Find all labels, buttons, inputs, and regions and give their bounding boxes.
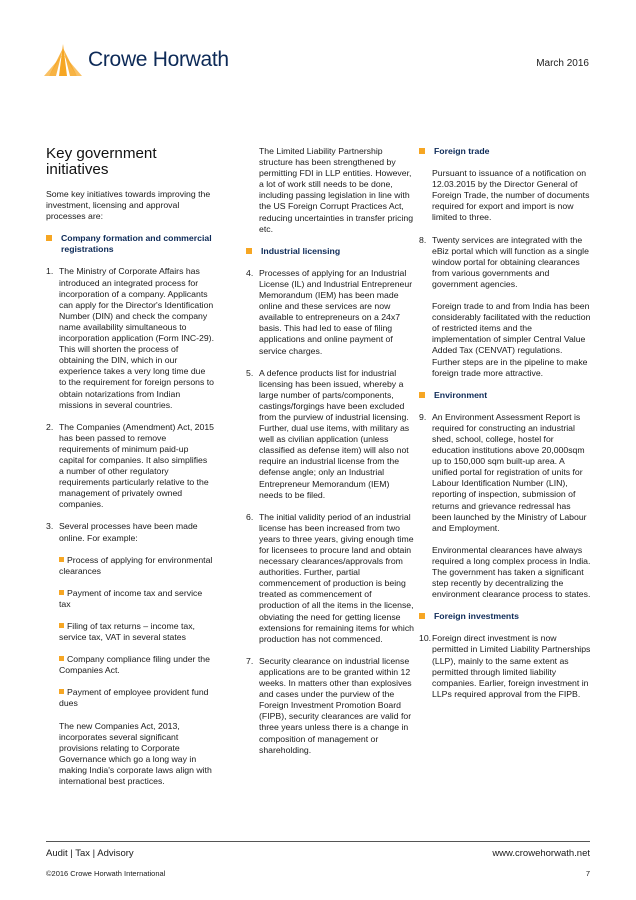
bullet-square-icon [59,689,64,694]
list-item-7: 7. Security clearance on industrial license applications are to be granted within 12 weeks. In matters other than explosives and cases under the purview of the Foreign Investment Promotion Board (FIPB), security clearances are valid for three years unless there is a change in composition of management or shareholding. [246,655,412,755]
footer-copyright: ©2016 Crowe Horwath International [46,869,166,878]
crowe-horwath-fan-logo-icon [44,42,82,78]
publication-date: March 2016 [536,58,589,69]
list-item-1: 1. The Ministry of Corporate Affairs has introduced an integrated process for incorporation of a company. Applicants can apply for the Director's Identification Number (DIN) and check the company name availability simultaneous to incorporation application (Form INC-29). This will shorten the process of obtaining the DIN, which in our experience takes a very long time due to the requirement for foreign persons to obtain notarizations from Indian missions in several countries. [46,266,215,410]
list-item-10: 10. Foreign direct investment is now permitted in Limited Liability Partnerships (LLP), mainly to the same extent as permitted through limited liability companies. Earlier, foreign investment in LLPs required approval from the FIPB. [419,633,591,699]
section-heading-environment: Environment [419,390,591,401]
environment-text: Environmental clearances have always required a long complex process in India. The government has taken a significant step recently by decentralizing the environment clearance process to states. [432,544,591,600]
intro-text: Some key initiatives towards improving the investment, licensing and approval processes are: [46,189,211,222]
list-item-8: 8. Twenty services are integrated with the eBiz portal which will function as a single window portal for obtaining clearances from various governments and government agencies. [419,234,589,289]
sub-item-income-tax: Payment of income tax and service tax [59,587,203,609]
bullet-square-icon [59,557,64,562]
foreign-trade-text: Pursuant to issuance of a notification on 12.03.2015 by the Director General of Foreign Trade, the number of documents required for export and import is now limited to three. [432,168,590,223]
logo-text: Crowe Horwath [88,48,229,71]
list-item-2: 2. The Companies (Amendment) Act, 2015 has been passed to remove requirements of minimum paid-up capital for companies. It also simplifies a number of other regulatory requirements particularly relative to the management of privately owned companies. [46,421,215,510]
foreign-trade-facilitation-text: Foreign trade to and from India has been considerably facilitated with the reduction of restricted items and the implementation of simpler Central Value Added Tax (CENVAT) regulations. Further steps are in the pipeline to make foreign trade more attractive. [432,301,591,378]
bullet-square-icon [59,590,64,595]
company-logo [44,42,229,78]
closing-text: The new Companies Act, 2013, incorporates several significant provisions relating to Corporate Governance which go a long way in making India's corporate laws align with international best practices. [59,720,212,787]
footer-divider [46,841,590,842]
sub-item-tax-returns: Filing of tax returns – income tax, service tax, VAT in several states [59,621,195,643]
section-heading-company-formation: Company formation and commercial registrations [46,233,214,255]
bullet-square-icon [59,656,64,661]
footer-website-link[interactable]: www.crowehorwath.net [492,848,590,859]
list-item-4: 4. Processes of applying for an Industrial License (IL) and Industrial Entrepreneur Memorandum (IEM) has been made online and these services are now available to entrepreneurs on a 24x7 basis. This had led to ease of filing applications and online payment of service charges. [246,267,413,356]
section-heading-foreign-investments: Foreign investments [419,611,591,622]
list-item-6: 6. The initial validity period of an industrial license has been increased from two years to three years, giving enough time for licensees to procure land and obtain necessary clearances/approvals from authorities. Further, partial commencement of production is being treated as commencement of production of all the items in the license, obviating the need for getting license extensions for remaining items for which production has not commenced. [246,511,414,644]
page-title: Key government initiatives [46,145,157,178]
page-number: 7 [585,869,590,878]
column-3 [419,146,591,711]
footer-services: Audit | Tax | Advisory [46,848,134,859]
list-item-3: 3. Several processes have been made online. For example: [46,521,198,543]
list-item-5: 5. A defence products list for industrial licensing has been issued, whereby a large number of parts/components, castings/forgings have been excluded from the purview of industrial licensing. Further, dual use items, with military as well as civilian application (unless classified as defense item) will also not require an industrial license from the defense angle; only an Industrial Entrepreneur Memorandum (IEM) needs to be filed. [246,367,410,500]
bullet-square-icon [59,623,64,628]
sub-item-environmental-clearances: Process of applying for environmental clearances [59,554,213,576]
column-2 [246,146,414,767]
column-1 [46,146,214,798]
section-heading-foreign-trade: Foreign trade [419,146,591,157]
llp-text: The Limited Liability Partnership structure has been strengthened by permitting FDI in LLP entities. However, a lot of work still needs to be done, including passing legislation in line with the US Foreign Corrupt Practices Act, reducing uncertainties in transfer pricing etc. [259,146,414,234]
sub-item-company-compliance: Company compliance filing under the Companies Act. [59,654,210,676]
sub-item-provident-fund: Payment of employee provident fund dues [59,687,209,709]
list-item-9: 9. An Environment Assessment Report is required for constructing an industrial shed, school, college, hostel for education institutions above 20,000sqm up to 150,000 sqm built-up area. A unified portal for registration of units for Labour Identification Number (LIN), reporting of inspection, submission of returns and grievance redressal has been launched by the Ministry of Labour and Employment. [419,411,587,533]
section-heading-industrial-licensing: Industrial licensing [246,246,414,257]
